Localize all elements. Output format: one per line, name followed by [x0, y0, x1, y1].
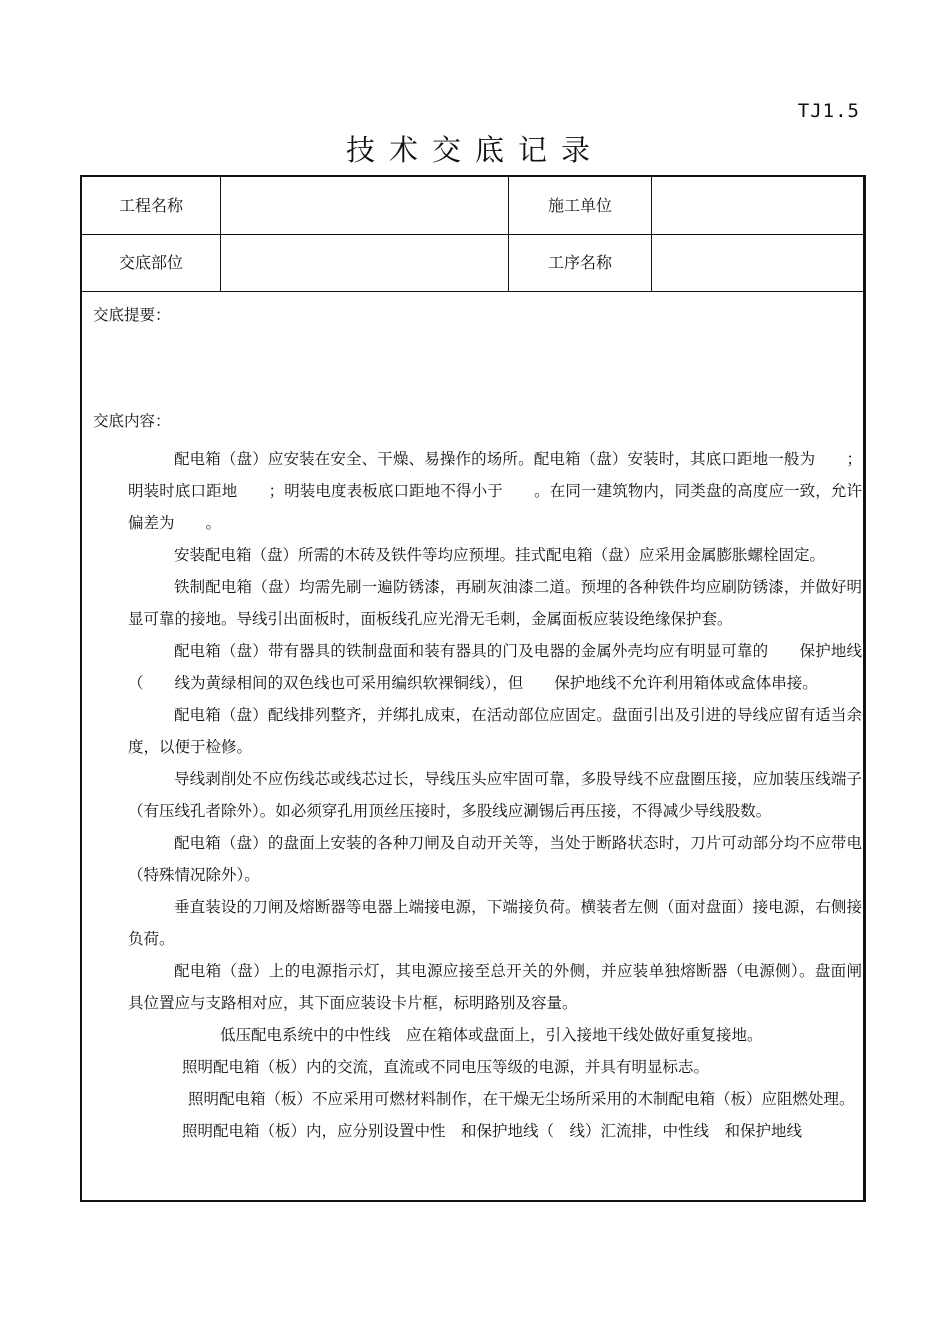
content-paragraph: 照明配电箱（板）不应采用可燃材料制作，在干燥无尘场所采用的木制配电箱（板）应阻燃处理。: [188, 1090, 855, 1108]
content-body: [128, 443, 862, 1147]
content-paragraph: 铁制配电箱（盘）均需先刷一遍防锈漆，再刷灰油漆二道。预埋的各种铁件均应刷防锈漆，并做好明显可靠的接地。导线引出面板时，面板线孔应光滑无毛刺，金属面板应装设绝缘保护套。: [128, 578, 862, 628]
process-value[interactable]: [652, 234, 866, 291]
document-title: 技术交底记录: [345, 133, 604, 167]
document-code: TJ1.5: [797, 100, 860, 122]
content-label: 交底内容：: [93, 412, 171, 430]
construction-unit-value[interactable]: [652, 177, 866, 234]
project-name-label: 工程名称: [82, 177, 221, 234]
content-paragraph: 配电箱（盘）配线排列整齐，并绑扎成束，在活动部位应固定。盘面引出及引进的导线应留有适当余度，以便于检修。: [128, 706, 862, 756]
summary-label: 交底提要：: [93, 306, 171, 324]
content-paragraph: 照明配电箱（板）内的交流，直流或不同电压等级的电源，并具有明显标志。: [182, 1058, 710, 1076]
content-paragraph: 安装配电箱（盘）所需的木砖及铁件等均应预埋。挂式配电箱（盘）应采用金属膨胀螺栓固定。: [174, 546, 826, 564]
table-row: [82, 234, 863, 292]
content-paragraph: 照明配电箱（板）内，应分别设置中性 和保护地线（ 线）汇流排，中性线 和保护地线: [182, 1122, 803, 1140]
project-name-value[interactable]: [221, 177, 509, 234]
content-paragraph: 配电箱（盘）上的电源指示灯，其电源应接至总开关的外侧，并应装单独熔断器（电源侧）。盘面闸具位置应与支路相对应，其下面应装设卡片框，标明路别及容量。: [128, 962, 862, 1012]
record-form: [80, 175, 866, 1202]
construction-unit-label: 施工单位: [509, 177, 652, 234]
content-paragraph: 配电箱（盘）带有器具的铁制盘面和装有器具的门及电器的金属外壳均应有明显可靠的 保护地线（ 线为黄绿相间的双色线也可采用编织软裸铜线），但 保护地线不允许利用箱体或盒体串接。: [128, 642, 862, 692]
table-row: [82, 177, 863, 235]
content-paragraph: 配电箱（盘）应安装在安全、干燥、易操作的场所。配电箱（盘）安装时，其底口距地一般为 ；明装时底口距地 ；明装电度表板底口距地不得小于 。在同一建筑物内，同类盘的高度应一致，允许偏差为 。: [128, 450, 862, 532]
content-paragraph: 低压配电系统中的中性线 应在箱体或盘面上，引入接地干线处做好重复接地。: [220, 1026, 763, 1044]
process-label: 工序名称: [509, 234, 652, 291]
content-paragraph: 导线剥削处不应伤线芯或线芯过长，导线压头应牢固可靠，多股导线不应盘圈压接，应加装压线端子（有压线孔者除外）。如必须穿孔用顶丝压接时，多股线应涮锡后再压接，不得减少导线股数。: [128, 770, 862, 820]
location-value[interactable]: [221, 234, 509, 291]
content-paragraph: 配电箱（盘）的盘面上安装的各种刀闸及自动开关等，当处于断路状态时，刀片可动部分均不应带电（特殊情况除外）。: [128, 834, 862, 884]
content-paragraph: 垂直装设的刀闸及熔断器等电器上端接电源，下端接负荷。横装者左侧（面对盘面）接电源，右侧接负荷。: [128, 898, 862, 948]
location-label: 交底部位: [82, 234, 221, 291]
